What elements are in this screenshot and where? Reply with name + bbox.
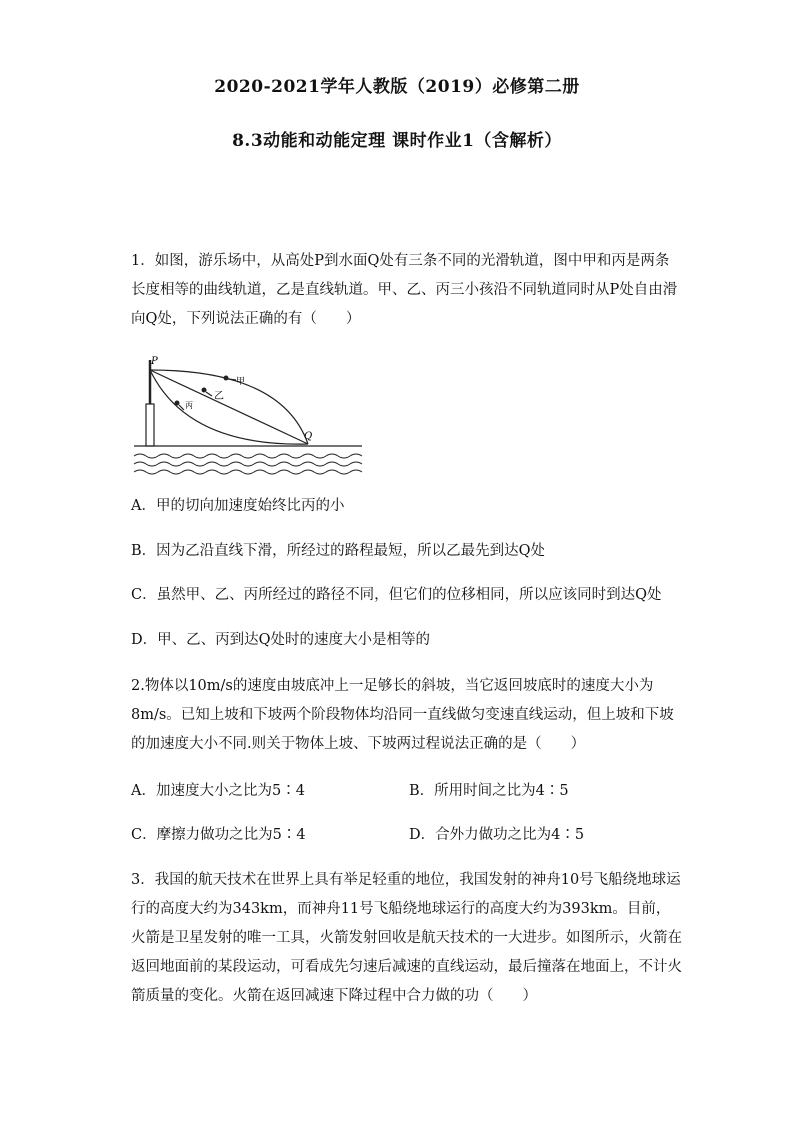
child-yi-marker xyxy=(202,388,207,393)
label-bing: 丙 xyxy=(185,401,193,410)
question-2-option-b: B．所用时间之比为4∶5 xyxy=(409,783,569,799)
slide-tracks-figure xyxy=(132,352,364,477)
question-3-stem: 3．我国的航天技术在世界上具有举足轻重的地位，我国发射的神舟10号飞船绕地球运行的高度大约为343km，而神舟11号飞船绕地球运行的高度大约为393km。目前，火箭是卫星发射的唯一工具，火箭发射回收是航天技术的一大进步。如图所示，火箭在返回地面前的某段运动，可看成先匀速后减速的直线运动，最后撞落在地面上，不计火箭质量的变化。火箭在返回减速下降过程中合力做的功（ ） xyxy=(131,872,682,1004)
question-1-option-b: B．因为乙沿直线下滑，所经过的路程最短，所以乙最先到达Q处 xyxy=(131,543,546,559)
question-2-stem: 2.物体以10m/s的速度由坡底冲上一足够长的斜坡，当它返回坡底时的速度大小为8m/s。已知上坡和下坡两个阶段物体均沿同一直线做匀变速直线运动，但上坡和下坡的加速度大小不同.则关于物体上坡、下坡两过程说法正确的是（ ） xyxy=(131,678,674,752)
document-title-line2: 8.3动能和动能定理 课时作业1（含解析） xyxy=(232,131,562,151)
question-1-option-d: D．甲、乙、丙到达Q处时的速度大小是相等的 xyxy=(131,632,431,648)
water-wave-3 xyxy=(134,470,362,474)
water-wave-2 xyxy=(134,462,362,466)
water-wave-1 xyxy=(134,454,362,458)
document-title-line1: 2020-2021学年人教版（2019）必修第二册 xyxy=(214,77,580,97)
question-1-stem: 1．如图，游乐场中，从高处P到水面Q处有三条不同的光滑轨道，图中甲和丙是两条长度相等的曲线轨道，乙是直线轨道。甲、乙、丙三小孩沿不同轨道同时从P处自由滑向Q处，下列说法正确的有（ ） xyxy=(131,253,678,327)
tower-base xyxy=(146,404,154,446)
label-yi: 乙 xyxy=(214,391,224,402)
label-jia: 甲 xyxy=(236,377,246,387)
child-jia-marker xyxy=(224,376,229,381)
question-1-option-a: A．甲的切向加速度始终比丙的小 xyxy=(131,498,345,514)
label-P: P xyxy=(151,356,158,367)
question-2-option-c: C．摩擦力做功之比为5∶4 xyxy=(131,827,306,843)
child-bing-marker xyxy=(175,401,180,406)
question-1-option-c: C．虽然甲、乙、丙所经过的路径不同，但它们的位移相同，所以应该同时到达Q处 xyxy=(131,587,662,603)
question-2-option-d: D．合外力做功之比为4∶5 xyxy=(409,827,585,843)
label-Q: Q xyxy=(304,431,313,442)
question-2-option-a: A．加速度大小之比为5∶4 xyxy=(131,783,305,799)
